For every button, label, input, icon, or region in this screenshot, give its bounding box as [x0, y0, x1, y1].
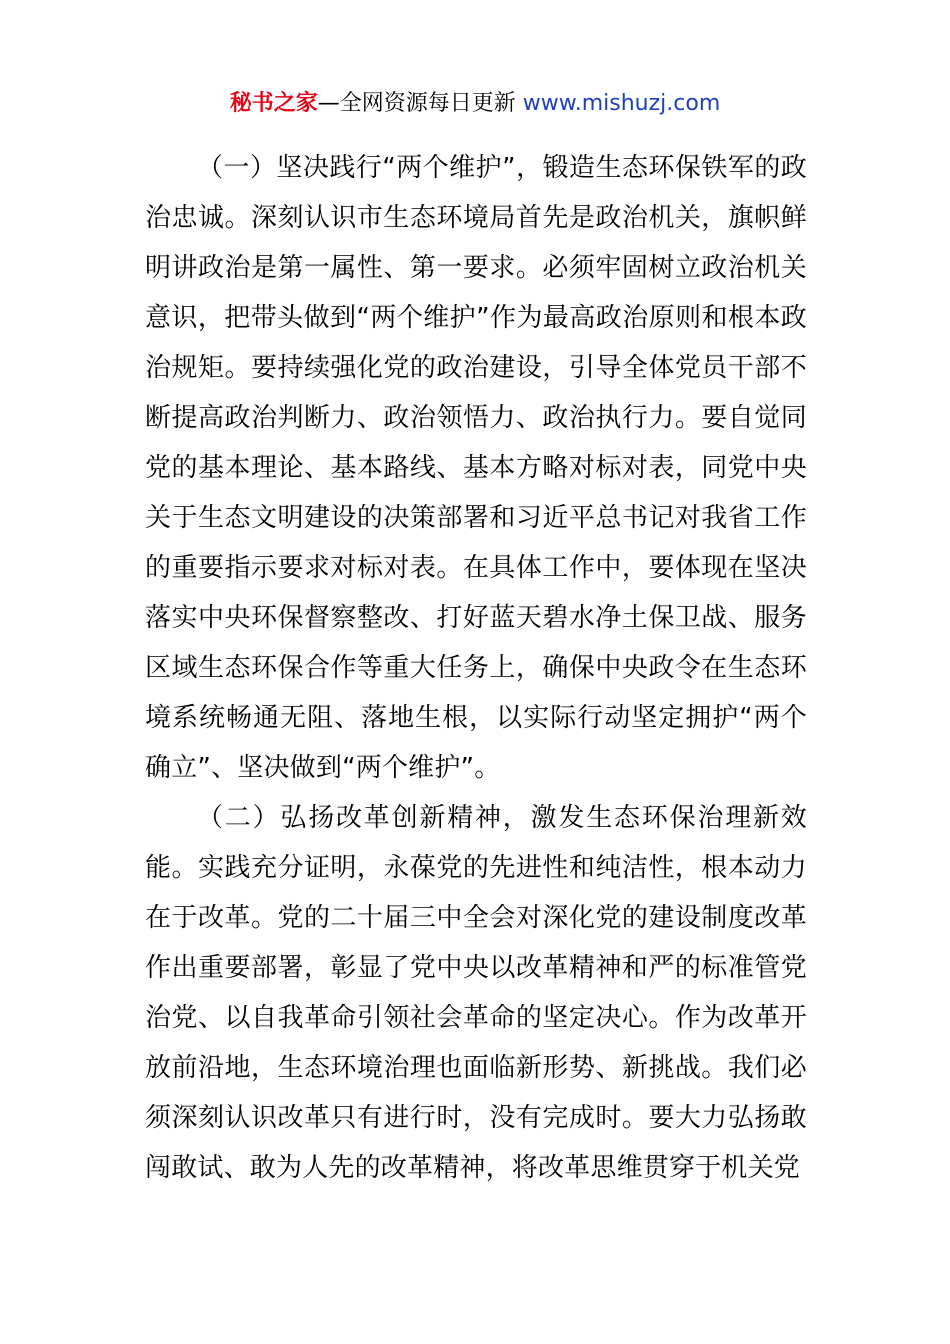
paragraph-section-1: （一）坚决践行“两个维护”，锻造生态环保铁军的政治忠诚。深刻认识市生态环境局首先是政治机关，旗帜鲜明讲政治是第一属性、第一要求。必须牢固树立政治机关意识，把带头做到“两个维护”作为最高政治原则和根本政治规矩。要持续强化党的政治建设，引导全体党员干部不断提高政治判断力、政治领悟力、政治执行力。要自觉同党的基本理论、基本路线、基本方略对标对表，同党中央关于生态文明建设的决策部署和习近平总书记对我省工作的重要指示要求对标对表。在具体工作中，要体现在坚决落实中央环保督察整改、打好蓝天碧水净土保卫战、服务区域生态环保合作等重大任务上，确保中央政令在生态环境系统畅通无阻、落地生根，以实际行动坚定拥护“两个确立”、坚决做到“两个维护”。	[145, 153, 807, 783]
header-brand: 秘书之家	[229, 91, 318, 116]
header-url-link[interactable]: www.mishuzj.com	[522, 91, 721, 116]
page-header	[0, 88, 950, 120]
header-tagline: —全网资源每日更新	[317, 91, 516, 116]
paragraph-section-2: （二）弘扬改革创新精神，激发生态环保治理新效能。实践充分证明，永葆党的先进性和纯洁性，根本动力在于改革。党的二十届三中全会对深化党的建设制度改革作出重要部署，彰显了党中央以改革精神和严的标准管党治党、以自我革命引领社会革命的坚定决心。作为改革开放前沿地，生态环境治理也面临新形势、新挑战。我们必须深刻认识改革只有进行时，没有完成时。要大力弘扬敢闯敢试、敢为人先的改革精神，将改革思维贯穿于机关党	[145, 803, 807, 1183]
document-body	[145, 143, 807, 1193]
